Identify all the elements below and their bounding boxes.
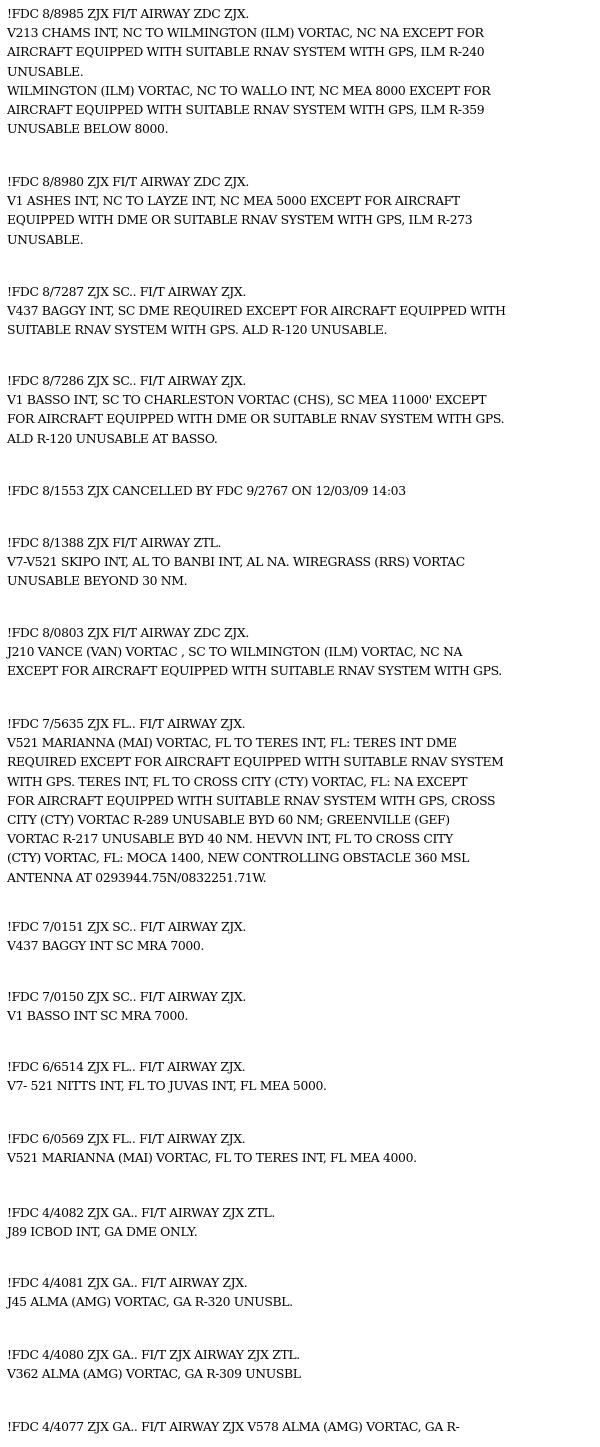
notam-line: UNUSABLE. [7,63,84,79]
notam-fdc-8-1388 [7,533,597,591]
notam-fdc-7-0150 [7,987,597,1025]
notam-line: !FDC 4/4081 ZJX GA.. FI/T AIRWAY ZJX. [7,1275,248,1290]
notam-line: UNUSABLE. [7,231,84,247]
notam-line: WITH GPS. TERES INT, FL TO CROSS CITY (CTY) VORTAC, FL: NA EXCEPT [7,773,468,789]
notam-line: (CTY) VORTAC, FL: MOCA 1400, NEW CONTROLLING OBSTACLE 360 MSL [7,850,469,866]
notam-line: !FDC 7/5635 ZJX FL.. FI/T AIRWAY ZJX. [7,716,246,731]
notam-fdc-4-4080 [7,1345,597,1383]
notam-line: EXCEPT FOR AIRCRAFT EQUIPPED WITH SUITABLE RNAV SYSTEM WITH GPS. [7,663,502,679]
notam-line: J45 ALMA (AMG) VORTAC, GA R-320 UNUSBL. [7,1294,293,1310]
notam-line: !FDC 7/0150 ZJX SC.. FI/T AIRWAY ZJX. [7,989,246,1004]
notam-line: !FDC 4/4077 ZJX GA.. FI/T AIRWAY ZJX V578 ALMA (AMG) VORTAC, GA R- [7,1419,460,1434]
notam-line: !FDC 6/0569 ZJX FL.. FI/T AIRWAY ZJX. [7,1131,246,1146]
notam-line: AIRCRAFT EQUIPPED WITH SUITABLE RNAV SYSTEM WITH GPS, ILM R-240 [7,44,485,60]
notam-line: CITY (CTY) VORTAC R-289 UNUSABLE BYD 60 NM; GREENVILLE (GEF) [7,812,450,828]
notam-line: !FDC 6/6514 ZJX FL.. FI/T AIRWAY ZJX. [7,1059,246,1074]
notam-line: V7-V521 SKIPO INT, AL TO BANBI INT, AL NA. WIREGRASS (RRS) VORTAC [7,554,465,570]
notam-line: VORTAC R-217 UNUSABLE BYD 40 NM. HEVVN INT, FL TO CROSS CITY [7,831,453,847]
notam-fdc-8-1553 [7,481,597,500]
notam-fdc-8-0803 [7,623,597,681]
notam-line: J210 VANCE (VAN) VORTAC , SC TO WILMINGTON (ILM) VORTAC, NC NA [7,644,463,660]
notam-line: !FDC 8/0803 ZJX FI/T AIRWAY ZDC ZJX. [7,625,249,640]
notam-line: WILMINGTON (ILM) VORTAC, NC TO WALLO INT, NC MEA 8000 EXCEPT FOR [7,82,491,98]
notam-line: V437 BAGGY INT, SC DME REQUIRED EXCEPT FOR AIRCRAFT EQUIPPED WITH [7,303,506,319]
notam-line: FOR AIRCRAFT EQUIPPED WITH SUITABLE RNAV SYSTEM WITH GPS, CROSS [7,792,496,808]
notam-line: V1 BASSO INT SC MRA 7000. [7,1008,189,1024]
notam-line: !FDC 8/1388 ZJX FI/T AIRWAY ZTL. [7,535,222,550]
notam-line: !FDC 7/0151 ZJX SC.. FI/T AIRWAY ZJX. [7,919,246,934]
notam-line: UNUSABLE BEYOND 30 NM. [7,573,188,589]
notam-fdc-7-0151 [7,917,597,955]
notam-line: J89 ICBOD INT, GA DME ONLY. [7,1224,198,1240]
notam-line: V7- 521 NITTS INT, FL TO JUVAS INT, FL MEA 5000. [7,1078,327,1094]
notam-fdc-6-0569 [7,1129,597,1167]
notam-line: EQUIPPED WITH DME OR SUITABLE RNAV SYSTEM WITH GPS, ILM R-273 [7,212,473,228]
notam-line: SUITABLE RNAV SYSTEM WITH GPS. ALD R-120 UNUSABLE. [7,322,388,338]
notam-fdc-7-5635 [7,714,597,887]
notam-fdc-4-4082 [7,1203,597,1241]
notam-fdc-8-8980 [7,172,597,249]
notam-line: V521 MARIANNA (MAI) VORTAC, FL TO TERES INT, FL: TERES INT DME [7,735,457,751]
notam-line: !FDC 4/4080 ZJX GA.. FI/T ZJX AIRWAY ZJX ZTL. [7,1347,300,1362]
notam-line: UNUSABLE BELOW 8000. [7,121,169,137]
notam-fdc-8-7286 [7,371,597,448]
notam-line: V1 ASHES INT, NC TO LAYZE INT, NC MEA 5000 EXCEPT FOR AIRCRAFT [7,193,460,209]
notam-line: V213 CHAMS INT, NC TO WILMINGTON (ILM) VORTAC, NC NA EXCEPT FOR [7,25,484,41]
notam-line: ALD R-120 UNUSABLE AT BASSO. [7,430,218,446]
notam-line: AIRCRAFT EQUIPPED WITH SUITABLE RNAV SYSTEM WITH GPS, ILM R-359 [7,102,485,118]
notam-line: !FDC 8/8985 ZJX FI/T AIRWAY ZDC ZJX. [7,6,249,21]
notam-line: V521 MARIANNA (MAI) VORTAC, FL TO TERES INT, FL MEA 4000. [7,1150,417,1166]
notam-line: REQUIRED EXCEPT FOR AIRCRAFT EQUIPPED WITH SUITABLE RNAV SYSTEM [7,754,504,770]
notam-line: V1 BASSO INT, SC TO CHARLESTON VORTAC (CHS), SC MEA 11000' EXCEPT [7,392,487,408]
notam-fdc-6-6514 [7,1057,597,1095]
notam-line: !FDC 8/7286 ZJX SC.. FI/T AIRWAY ZJX. [7,373,246,388]
notam-line: !FDC 8/7287 ZJX SC.. FI/T AIRWAY ZJX. [7,284,246,299]
notam-line: !FDC 4/4082 ZJX GA.. FI/T AIRWAY ZJX ZTL. [7,1205,275,1220]
notam-line: FOR AIRCRAFT EQUIPPED WITH DME OR SUITABLE RNAV SYSTEM WITH GPS. [7,411,505,427]
notam-line: !FDC 8/8980 ZJX FI/T AIRWAY ZDC ZJX. [7,174,249,189]
notam-fdc-4-4077 [7,1417,597,1436]
notam-fdc-8-8985 [7,4,597,138]
notam-line: !FDC 8/1553 ZJX CANCELLED BY FDC 9/2767 ON 12/03/09 14:03 [7,483,406,498]
notam-fdc-4-4081 [7,1273,597,1311]
notam-line: ANTENNA AT 0293944.75N/0832251.71W. [7,869,267,885]
notam-line: V362 ALMA (AMG) VORTAC, GA R-309 UNUSBL [7,1366,301,1382]
notam-fdc-8-7287 [7,282,597,340]
notam-line: V437 BAGGY INT SC MRA 7000. [7,938,205,954]
